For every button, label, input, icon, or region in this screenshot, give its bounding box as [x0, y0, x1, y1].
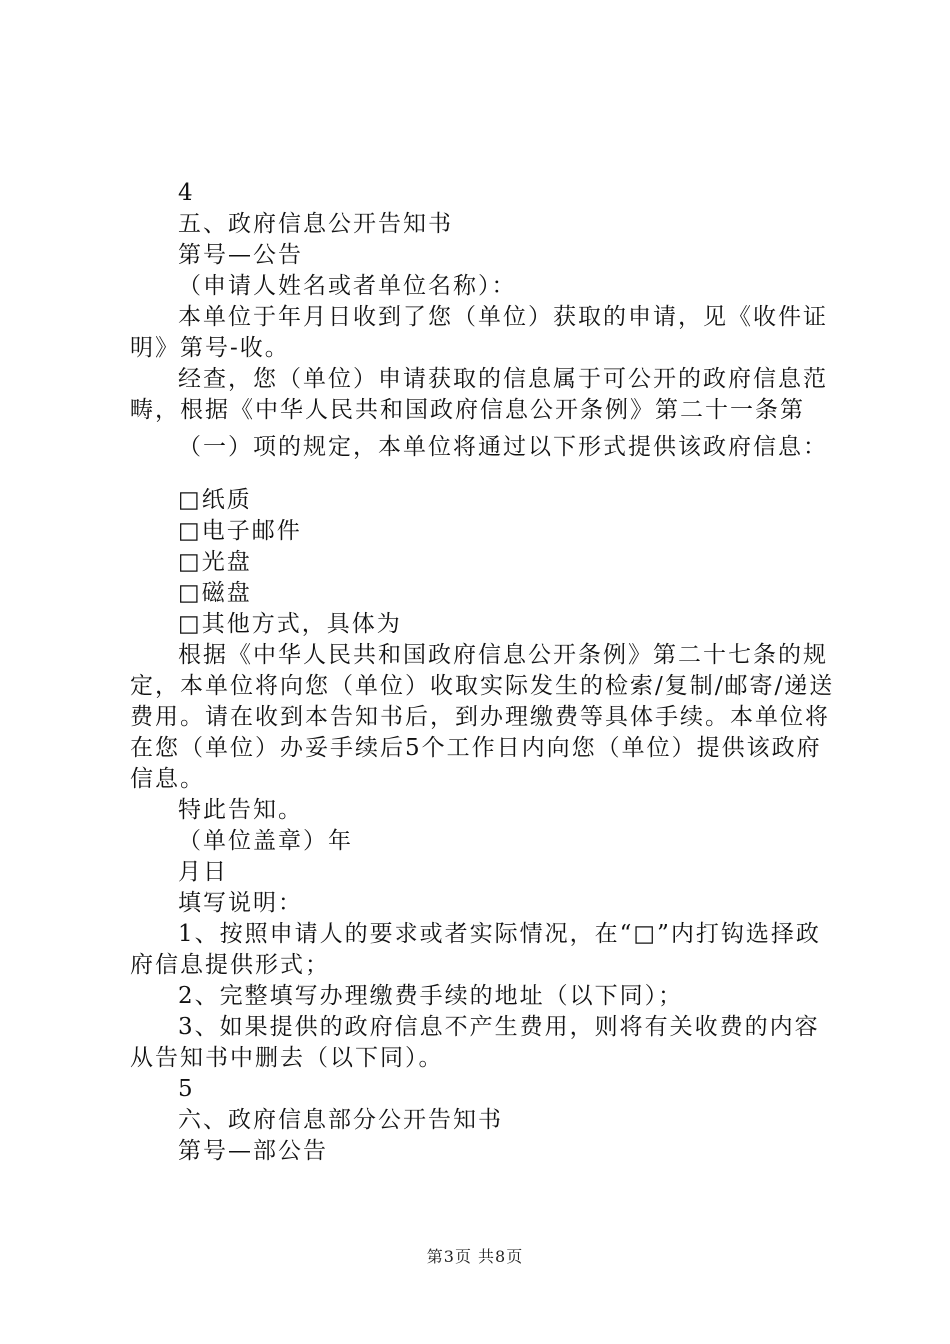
instruction-item: 3、如果提供的政府信息不产生费用，则将有关收费的内容从告知书中删去（以下同）。 — [130, 1014, 820, 1071]
paragraph-review: 经查，您（单位）申请获取的信息属于可公开的政府信息范畴，根据《中华人民共和国政府信息公开条例》第二十一条第 — [130, 366, 828, 423]
section-5-number: 第号—公告 — [178, 242, 303, 268]
paragraph-fees: 根据《中华人民共和国政府信息公开条例》第二十七条的规定，本单位将向您（单位）收取实际发生的检索/复制/邮寄/递送费用。请在收到本告知书后，到办理缴费等具体手续。本单位将在您（单位）办妥手续后5个工作日内向您（单位）提供该政府信息。 — [130, 642, 835, 792]
document-body — [130, 178, 835, 1167]
instruction-item: 2、完整填写办理缴费手续的地址（以下同）； — [178, 983, 684, 1009]
section-5-title: 五、政府信息公开告知书 — [178, 211, 453, 237]
option-cd: □光盘 — [178, 549, 252, 575]
seal-year-line: （单位盖章）年 — [178, 828, 353, 854]
option-disk: □磁盘 — [178, 580, 252, 606]
section-6-number: 第号—部公告 — [178, 1138, 328, 1164]
month-day-line: 月日 — [178, 859, 228, 885]
section-6-title: 六、政府信息部分公开告知书 — [178, 1107, 503, 1133]
addressee: （申请人姓名或者单位名称）： — [178, 273, 517, 299]
spacer — [130, 463, 835, 485]
instruction-item: 1、按照申请人的要求或者实际情况，在“□”内打钩选择政府信息提供形式； — [130, 921, 821, 978]
option-other: □其他方式，具体为 — [178, 611, 402, 637]
page-footer: 第3页 共8页 — [426, 1247, 524, 1266]
option-email: □电子邮件 — [178, 518, 302, 544]
page-marker-5: 5 — [178, 1076, 195, 1102]
notice-line: 特此告知。 — [178, 797, 303, 823]
instructions-title: 填写说明： — [178, 890, 303, 916]
paragraph-provision: （一）项的规定，本单位将通过以下形式提供该政府信息： — [178, 434, 828, 460]
option-paper: □纸质 — [178, 487, 252, 513]
page-marker-4: 4 — [178, 180, 195, 206]
paragraph-receipt: 本单位于年月日收到了您（单位）获取的申请，见《收件证明》第号-收。 — [130, 304, 828, 361]
